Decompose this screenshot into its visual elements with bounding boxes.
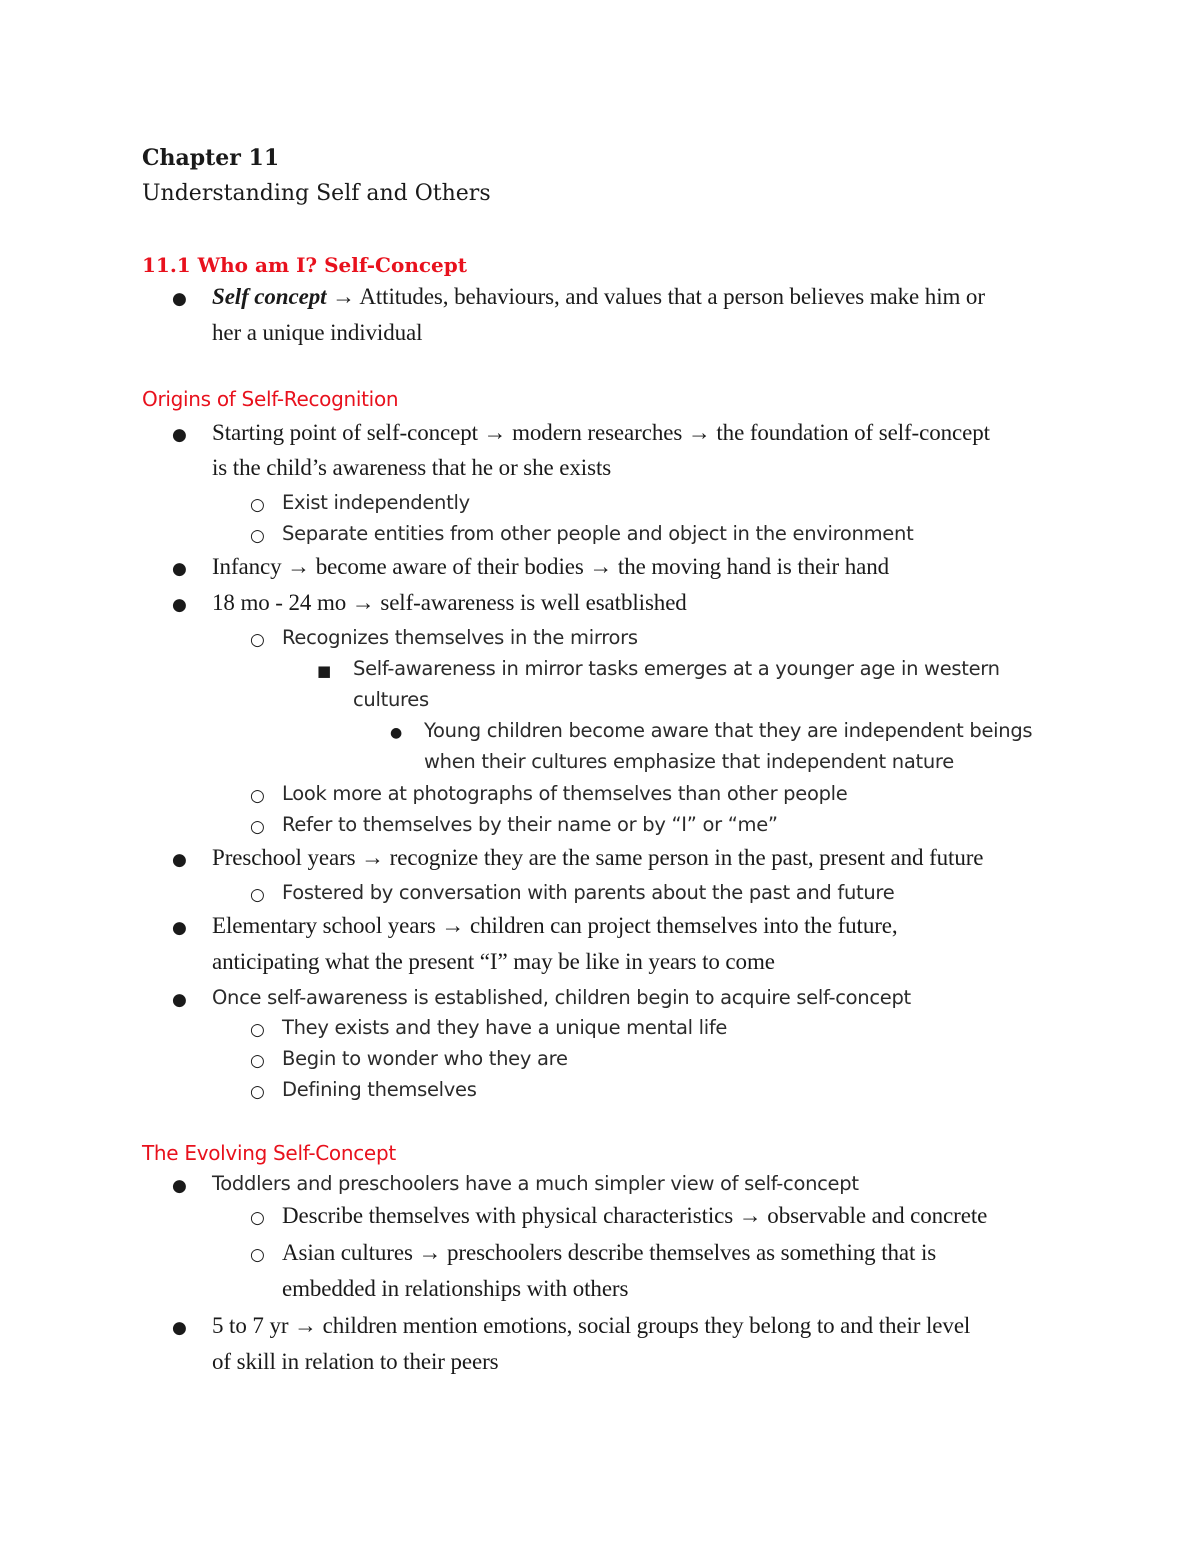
circle-bullet: ○ xyxy=(250,885,265,905)
definition-text: → Attitudes, behaviours, and values that a person believes make him or xyxy=(326,284,985,309)
disc-bullet: ● xyxy=(172,1176,187,1196)
circle-bullet: ○ xyxy=(250,1082,265,1102)
circle-bullet: ○ xyxy=(250,1020,265,1040)
list-item: Describe themselves with physical characteristics → observable and concrete xyxy=(282,1203,988,1228)
chapter-title: Chapter 11 xyxy=(142,145,280,171)
disc-bullet: ● xyxy=(390,725,403,741)
list-item: Exist independently xyxy=(282,491,470,514)
list-item: Fostered by conversation with parents about the past and future xyxy=(282,881,895,904)
list-item-continuation: embedded in relationships with others xyxy=(282,1276,629,1301)
list-item-continuation: of skill in relation to their peers xyxy=(212,1349,499,1374)
circle-bullet: ○ xyxy=(250,1051,265,1071)
chapter-subtitle: Understanding Self and Others xyxy=(142,181,491,206)
section-heading-self-concept: 11.1 Who am I? Self-Concept xyxy=(142,253,467,277)
list-item: 5 to 7 yr → children mention emotions, social groups they belong to and their level xyxy=(212,1313,971,1338)
circle-bullet: ○ xyxy=(250,786,265,806)
list-item-continuation: cultures xyxy=(353,688,429,711)
list-item: Toddlers and preschoolers have a much simpler view of self-concept xyxy=(212,1172,859,1195)
circle-bullet: ○ xyxy=(250,1245,265,1265)
list-item: Preschool years → recognize they are the same person in the past, present and future xyxy=(212,845,984,870)
list-item: Once self-awareness is established, children begin to acquire self-concept xyxy=(212,986,911,1009)
list-item: Starting point of self-concept → modern researches → the foundation of self-concept xyxy=(212,420,990,445)
section-heading-evolving: The Evolving Self-Concept xyxy=(142,1141,396,1165)
list-item: Separate entities from other people and object in the environment xyxy=(282,522,914,545)
disc-bullet: ● xyxy=(172,850,187,870)
circle-bullet: ○ xyxy=(250,817,265,837)
list-item: Self-awareness in mirror tasks emerges at a younger age in western xyxy=(353,657,1000,680)
disc-bullet: ● xyxy=(172,289,187,309)
list-item: They exists and they have a unique mental life xyxy=(282,1016,728,1039)
disc-bullet: ● xyxy=(172,559,187,579)
section-heading-origins: Origins of Self-Recognition xyxy=(142,387,399,411)
term-self-concept: Self concept xyxy=(212,284,327,309)
list-item: Infancy → become aware of their bodies → the moving hand is their hand xyxy=(212,554,890,579)
circle-bullet: ○ xyxy=(250,526,265,546)
list-item: Begin to wonder who they are xyxy=(282,1047,568,1070)
list-item-continuation: her a unique individual xyxy=(212,320,423,345)
list-item: Young children become aware that they are independent beings xyxy=(424,719,1033,742)
circle-bullet: ○ xyxy=(250,495,265,515)
square-bullet: ■ xyxy=(317,662,332,680)
list-item xyxy=(212,284,985,310)
disc-bullet: ● xyxy=(172,595,187,615)
disc-bullet: ● xyxy=(172,990,187,1010)
list-item: Defining themselves xyxy=(282,1078,477,1101)
list-item-continuation: when their cultures emphasize that independent nature xyxy=(424,750,954,773)
list-item-continuation: anticipating what the present “I” may be like in years to come xyxy=(212,949,775,974)
circle-bullet: ○ xyxy=(250,1208,265,1228)
disc-bullet: ● xyxy=(172,1318,187,1338)
list-item: Elementary school years → children can project themselves into the future, xyxy=(212,913,898,938)
list-item: Refer to themselves by their name or by “I” or “me” xyxy=(282,813,778,836)
list-item-continuation: is the child’s awareness that he or she exists xyxy=(212,455,612,480)
disc-bullet: ● xyxy=(172,425,187,445)
list-item: Look more at photographs of themselves than other people xyxy=(282,782,848,805)
list-item: Recognizes themselves in the mirrors xyxy=(282,626,638,649)
list-item: 18 mo - 24 mo → self-awareness is well esatblished xyxy=(212,590,687,615)
circle-bullet: ○ xyxy=(250,630,265,650)
list-item: Asian cultures → preschoolers describe themselves as something that is xyxy=(282,1240,937,1265)
disc-bullet: ● xyxy=(172,918,187,938)
